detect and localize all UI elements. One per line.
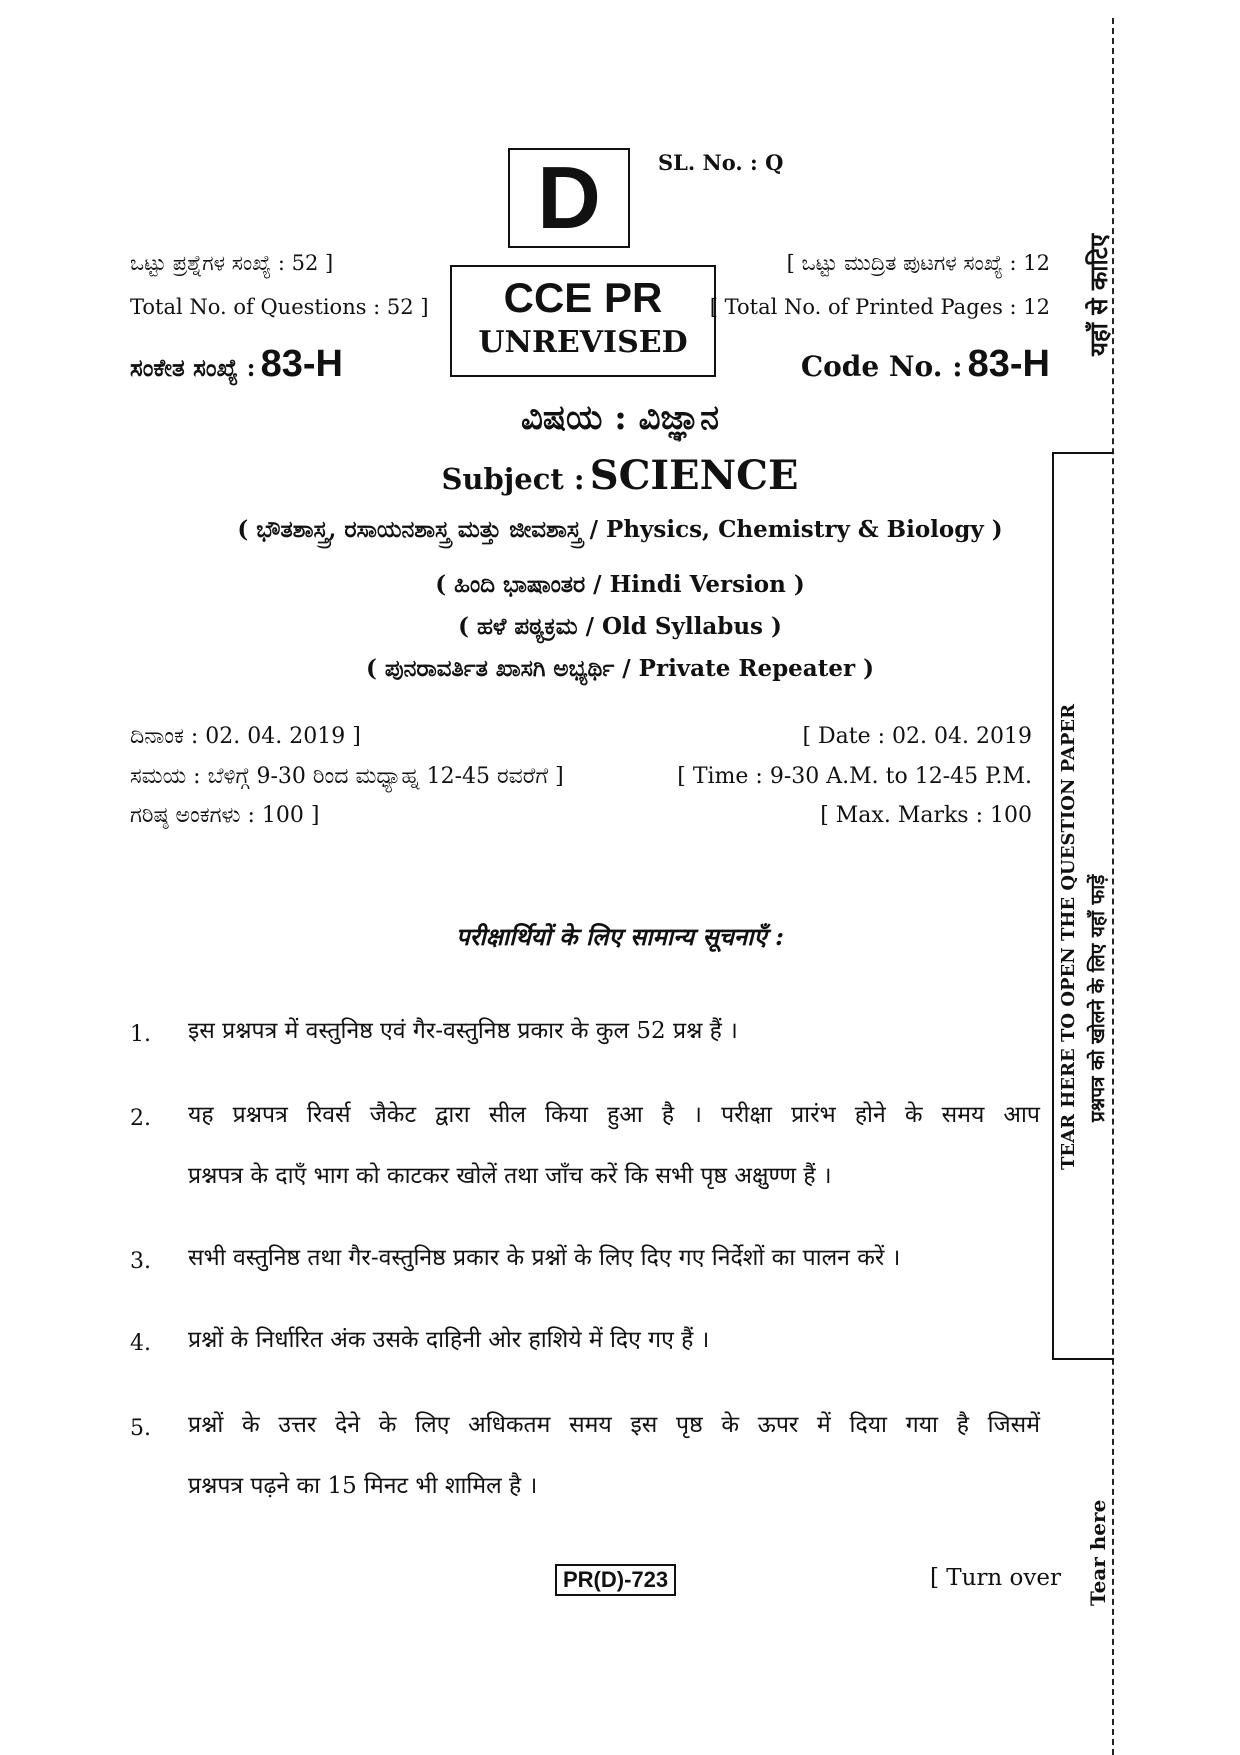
exam-subtitle: UNREVISED: [478, 325, 688, 361]
code-label-english: Code No. :: [800, 350, 963, 383]
exam-time-kannada: ಸಮಯ : ಬೆಳಿಗ್ಗೆ 9-30 ರಿಂದ ಮಧ್ಯಾಹ್ನ 12-45 ರವರೆಗೆ ]: [130, 764, 564, 789]
exam-time-english: [ Time : 9-30 A.M. to 12-45 P.M.: [677, 764, 1032, 789]
serial-number: SL. No. : Q: [658, 150, 784, 175]
instruction-item-continued: प्रश्नपत्र पढ़ने का 15 मिनट भी शामिल है ।: [188, 1473, 538, 1499]
subject-value: SCIENCE: [589, 452, 799, 499]
total-questions-english: Total No. of Questions : 52 ]: [130, 295, 429, 319]
instruction-number: 3.: [130, 1249, 151, 1274]
question-set-code: D: [508, 148, 630, 248]
max-marks-kannada: ಗರಿಷ್ಠ ಅಂಕಗಳು : 100 ]: [130, 803, 320, 828]
code-value-english: 83-H: [967, 343, 1050, 385]
instruction-number: 1.: [130, 1022, 151, 1047]
instruction-item-continued: प्रश्नपत्र के दाएँ भाग को काटकर खोलें तथा जाँच करें कि सभी पृष्ठ अक्षुण्ण हैं ।: [188, 1163, 832, 1189]
tear-here-label: Tear here: [1086, 1499, 1110, 1606]
instruction-item: यह प्रश्नपत्र रिवर्स जैकेट द्वारा सील किया हुआ है । परीक्षा प्रारंभ होने के समय आप: [188, 1102, 1040, 1128]
exam-title-box: [450, 265, 716, 377]
version-note: ( ಹಿಂದಿ ಭಾಷಾಂತರ / Hindi Version ): [435, 571, 805, 598]
exam-date-kannada: ದಿನಾಂಕ : 02. 04. 2019 ]: [130, 724, 361, 749]
exam-title: CCE PR: [503, 274, 663, 321]
subject-disciplines: ( ಭೌತಶಾಸ್ತ್ರ, ರಸಾಯನಶಾಸ್ತ್ರ ಮತ್ತು ಜೀವಶಾಸ್ತ್ರ / Physics, Chemistry & Biology ): [237, 516, 1003, 543]
instruction-number: 4.: [130, 1331, 151, 1356]
instruction-number: 5.: [130, 1416, 151, 1441]
subject-label: Subject :: [441, 462, 585, 496]
code-value-kannada: 83-H: [260, 343, 343, 385]
total-questions-kannada: ಒಟ್ಟು ಪ್ರಶ್ನೆಗಳ ಸಂಖ್ಯೆ : 52 ]: [130, 251, 334, 275]
max-marks-english: [ Max. Marks : 100: [820, 803, 1032, 828]
instructions-title: परीक्षार्थियों के लिए सामान्य सूचनाएँ :: [456, 922, 784, 951]
code-number-kannada: [130, 343, 343, 386]
paper-code: PR(D)-723: [555, 1564, 676, 1596]
total-pages-kannada: [ ಒಟ್ಟು ಮುದ್ರಿತ ಪುಟಗಳ ಸಂಖ್ಯೆ : 12: [786, 251, 1050, 275]
instruction-item: इस प्रश्नपत्र में वस्तुनिष्ठ एवं गैर-वस्तुनिष्ठ प्रकार के कुल 52 प्रश्न हैं ।: [188, 1018, 738, 1044]
tear-instruction-hindi: प्रश्नपत्र को खोलने के लिए यहाँ फाड़ें: [1087, 874, 1109, 1122]
turn-over-note: [ Turn over: [930, 1565, 1062, 1591]
exam-date-english: [ Date : 02. 04. 2019: [802, 724, 1032, 749]
instruction-number: 2.: [130, 1106, 151, 1131]
cut-here-label: यहाँ से काटिए: [1084, 233, 1113, 356]
candidate-type-note: ( ಪುನರಾವರ್ತಿತ ಖಾಸಗಿ ಅಭ್ಯರ್ಥಿ / Private Repeater ): [366, 655, 874, 682]
instruction-item: सभी वस्तुनिष्ठ तथा गैर-वस्तुनिष्ठ प्रकार के प्रश्नों के लिए दिए गए निर्देशों का पालन करें ।: [188, 1245, 901, 1271]
code-label-kannada: ಸಂಕೇತ ಸಂಖ್ಯೆ :: [130, 353, 256, 382]
tear-instruction-english: TEAR HERE TO OPEN THE QUESTION PAPER: [1058, 703, 1079, 1170]
code-number-english: [801, 343, 1050, 386]
subject-kannada: ವಿಷಯ : ವಿಜ್ಞಾನ: [520, 398, 720, 438]
total-pages-english: [ Total No. of Printed Pages : 12: [709, 295, 1050, 319]
syllabus-note: ( ಹಳೆ ಪಠ್ಯಕ್ರಮ / Old Syllabus ): [458, 613, 782, 640]
instruction-item: प्रश्नों के उत्तर देने के लिए अधिकतम समय इस पृष्ठ के ऊपर में दिया गया है जिसमें: [188, 1412, 1040, 1438]
instruction-item: प्रश्नों के निर्धारित अंक उसके दाहिनी ओर हाशिये में दिए गए हैं ।: [188, 1327, 710, 1353]
